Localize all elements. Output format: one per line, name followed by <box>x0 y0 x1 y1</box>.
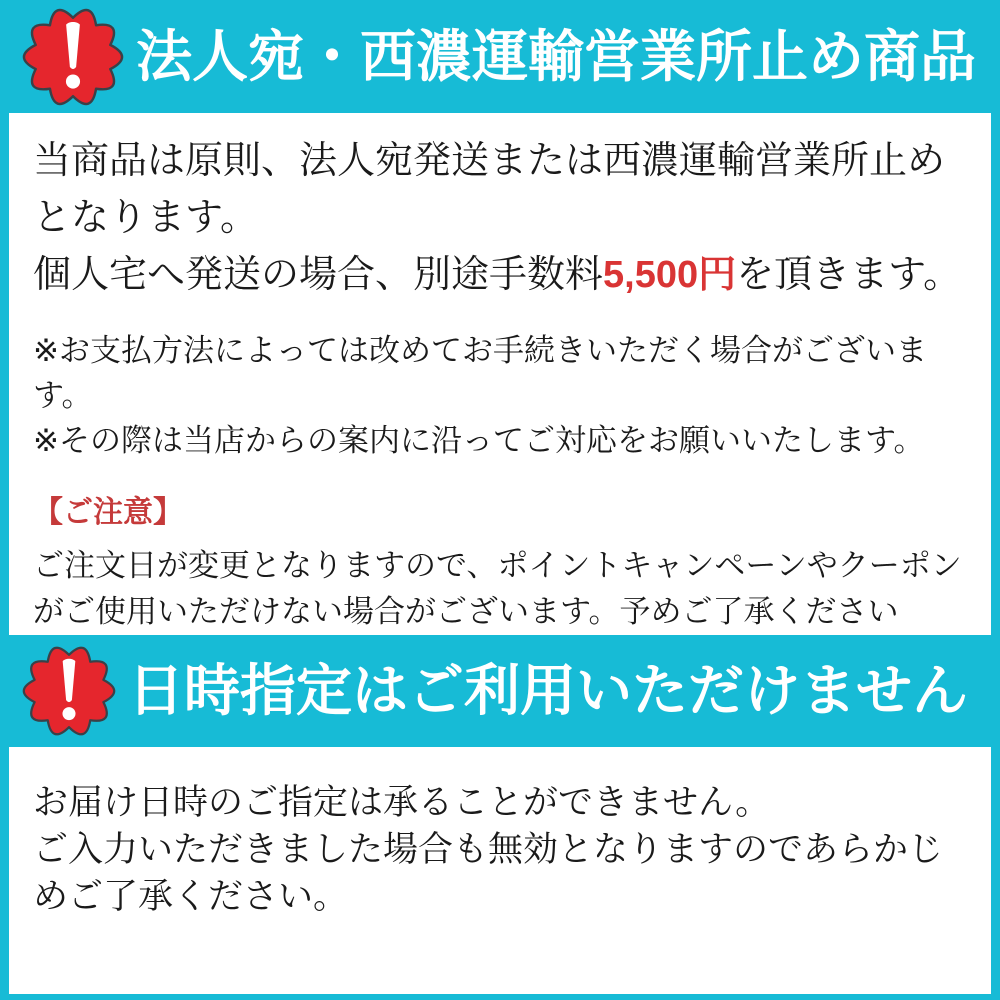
payment-note-2: ※その際は当店からの案内に沿ってご対応をお願いいたします。 <box>33 423 925 458</box>
payment-note-1: ※お支払方法によっては改めてお手続きいただく場合がございます。 <box>33 333 927 413</box>
bottom-border <box>0 994 1000 1000</box>
no-date-selection-header <box>0 635 1000 747</box>
alert-seal-icon <box>22 644 116 738</box>
fee-amount: 5,500円 <box>603 254 737 296</box>
payment-notes <box>33 328 967 463</box>
delivery-date-line-2: ご入力いただきました場合も無効となりますのであらかじめご了承ください。 <box>33 830 944 916</box>
corporate-shipping-title: 法人宛・西濃運輸営業所止め商品 <box>136 24 976 88</box>
shipping-fee-line <box>33 247 967 304</box>
caution-block <box>33 495 967 635</box>
fee-text-before: 個人宅へ発送の場合、別途手数料 <box>33 254 604 296</box>
fee-text-after: を頂きます。 <box>736 254 962 296</box>
caution-heading: 【ご注意】 <box>33 496 183 529</box>
shipping-policy-body <box>9 113 991 635</box>
caution-text: ご注文日が変更となりますので、ポイントキャンペーンやクーポンがご使用いただけない場合がございます。予めご了承ください <box>33 548 962 629</box>
alert-seal-icon <box>22 6 124 108</box>
shipping-policy-line: 当商品は原則、法人宛発送または西濃運輸営業所止めとなります。 <box>33 140 946 239</box>
no-date-selection-body <box>9 747 991 994</box>
delivery-date-line-1: お届け日時のご指定は承ることができません。 <box>33 783 771 822</box>
no-date-selection-title: 日時指定はご利用いただけません <box>128 659 968 722</box>
corporate-shipping-header <box>0 0 1000 113</box>
